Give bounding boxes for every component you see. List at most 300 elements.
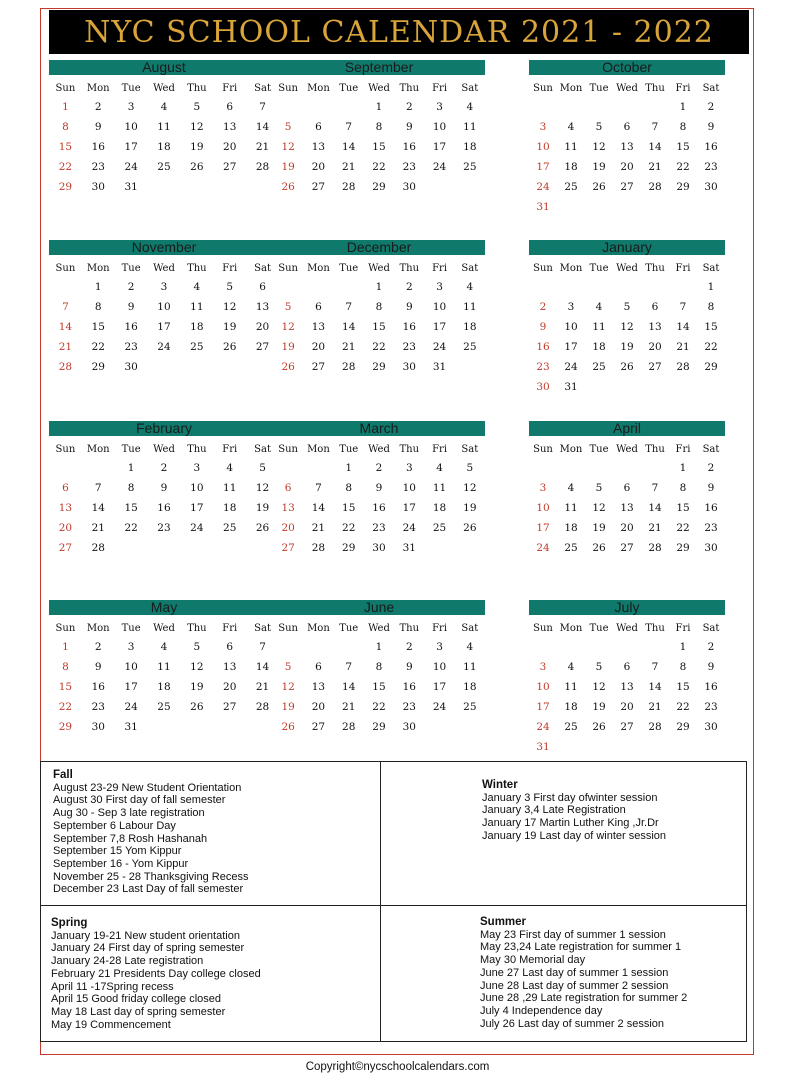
day-cell: 4 <box>466 101 474 113</box>
weekday-label: Tue <box>339 83 359 94</box>
empty-cell <box>303 277 333 297</box>
day-cell: 3 <box>160 281 168 293</box>
day-cell: 15 <box>58 681 73 693</box>
day-cell: 13 <box>620 502 634 514</box>
weekday-label: Thu <box>187 623 207 634</box>
day-cell: 22 <box>342 522 356 534</box>
day-cell: 7 <box>62 301 69 313</box>
day-cell: 16 <box>402 681 416 693</box>
day-cell: 6 <box>284 482 292 494</box>
month-days-grid <box>529 620 725 757</box>
day-cell: 28 <box>648 181 662 193</box>
note-line: June 27 Last day of summer 1 session <box>480 966 669 979</box>
day-cell: 18 <box>157 681 171 693</box>
day-cell: 20 <box>648 341 662 353</box>
note-line: September 7,8 Rosh Hashanah <box>53 832 208 845</box>
day-cell: 11 <box>157 121 171 133</box>
day-cell: 13 <box>620 681 634 693</box>
day-cell: 14 <box>91 502 105 514</box>
note-line: September 15 Yom Kippur <box>53 845 182 858</box>
month-november <box>49 240 279 377</box>
day-cell: 22 <box>124 522 138 534</box>
day-cell: 9 <box>707 661 715 673</box>
weekday-label: Sun <box>533 444 553 455</box>
day-cell: 8 <box>94 301 102 313</box>
day-cell: 10 <box>432 121 447 133</box>
day-cell: 6 <box>651 301 659 313</box>
month-header: February <box>49 421 279 436</box>
day-cell: 16 <box>704 502 718 514</box>
day-cell: 2 <box>405 641 413 653</box>
day-cell: 17 <box>536 522 550 534</box>
day-cell: 1 <box>679 101 687 113</box>
day-cell: 7 <box>651 661 659 673</box>
day-cell: 7 <box>651 482 659 494</box>
weekday-label: Tue <box>339 444 359 455</box>
month-days-grid <box>529 441 725 558</box>
day-cell: 13 <box>648 321 662 333</box>
day-cell: 14 <box>648 502 662 514</box>
day-cell: 7 <box>345 301 353 313</box>
month-days-grid <box>273 620 485 737</box>
day-cell: 27 <box>255 341 270 353</box>
day-cell: 18 <box>592 341 606 353</box>
day-cell: 9 <box>94 661 102 673</box>
day-cell: 5 <box>193 101 201 113</box>
weekday-label: Sun <box>55 83 76 94</box>
weekday-label: Fri <box>432 444 448 455</box>
day-cell: 16 <box>124 321 138 333</box>
day-cell: 6 <box>259 281 266 293</box>
day-cell: 26 <box>255 522 270 534</box>
day-cell: 2 <box>405 101 413 113</box>
day-cell: 12 <box>190 121 204 133</box>
fall-heading: Fall <box>53 769 73 781</box>
month-june <box>273 600 485 737</box>
day-cell: 16 <box>704 141 718 153</box>
note-line: January 3,4 Late Registration <box>482 804 626 817</box>
day-cell: 11 <box>190 301 204 313</box>
day-cell: 29 <box>704 361 718 373</box>
weekday-label: Thu <box>645 623 665 634</box>
day-cell: 2 <box>94 641 102 653</box>
day-cell: 29 <box>372 361 386 373</box>
day-cell: 3 <box>567 301 575 313</box>
day-cell: 14 <box>342 681 356 693</box>
month-days-grid <box>49 260 279 377</box>
day-cell: 10 <box>124 121 138 133</box>
day-cell: 11 <box>223 482 237 494</box>
day-cell: 18 <box>463 321 477 333</box>
day-cell: 15 <box>676 141 690 153</box>
day-cell: 19 <box>190 681 204 693</box>
day-cell: 23 <box>704 522 718 534</box>
empty-cell <box>49 458 82 478</box>
month-days-grid <box>273 441 485 558</box>
day-cell: 24 <box>432 161 447 173</box>
day-cell: 26 <box>281 181 295 193</box>
day-cell: 15 <box>58 141 73 153</box>
day-cell: 4 <box>436 462 443 474</box>
day-cell: 30 <box>91 721 105 733</box>
day-cell: 18 <box>190 321 204 333</box>
day-cell: 11 <box>564 141 578 153</box>
month-header: March <box>273 421 485 436</box>
day-cell: 27 <box>311 721 326 733</box>
day-cell: 7 <box>345 121 353 133</box>
empty-cell <box>557 277 585 297</box>
weekday-label: Sat <box>254 83 271 94</box>
notes-panel <box>40 761 747 1042</box>
day-cell: 7 <box>345 661 353 673</box>
weekday-label: Thu <box>187 83 207 94</box>
day-cell: 24 <box>124 701 138 713</box>
day-cell: 12 <box>281 141 295 153</box>
day-cell: 26 <box>592 721 606 733</box>
empty-cell <box>641 637 669 657</box>
weekday-label: Thu <box>645 444 665 455</box>
empty-cell <box>641 277 669 297</box>
day-cell: 20 <box>311 341 326 353</box>
month-january <box>529 240 725 397</box>
page-title: NYC SCHOOL CALENDAR 2021 - 2022 <box>49 10 749 54</box>
day-cell: 17 <box>157 321 171 333</box>
note-line: May 23,24 Late registration for summer 1 <box>480 941 682 954</box>
empty-cell <box>641 97 669 117</box>
day-cell: 11 <box>463 661 477 673</box>
spring-heading: Spring <box>51 917 88 929</box>
day-cell: 25 <box>564 721 578 733</box>
weekday-label: Wed <box>153 444 175 455</box>
empty-cell <box>557 97 585 117</box>
weekday-label: Thu <box>399 83 420 94</box>
day-cell: 21 <box>311 522 326 534</box>
weekday-label: Sat <box>254 623 271 634</box>
weekday-label: Mon <box>86 444 110 455</box>
day-cell: 9 <box>405 301 413 313</box>
day-cell: 21 <box>648 161 662 173</box>
day-cell: 20 <box>255 321 270 333</box>
day-cell: 29 <box>58 721 73 733</box>
weekday-label: Mon <box>307 83 330 94</box>
day-cell: 28 <box>255 161 270 173</box>
weekday-label: Tue <box>589 623 609 634</box>
day-cell: 28 <box>342 181 356 193</box>
weekday-label: Mon <box>307 444 330 455</box>
day-cell: 22 <box>58 161 73 173</box>
day-cell: 20 <box>58 522 73 534</box>
empty-cell <box>557 458 585 478</box>
day-cell: 15 <box>124 502 138 514</box>
day-cell: 30 <box>402 181 416 193</box>
weekday-label: Sat <box>702 623 720 634</box>
day-cell: 7 <box>679 301 687 313</box>
day-cell: 17 <box>432 141 447 153</box>
weekday-label: Mon <box>86 263 110 274</box>
day-cell: 21 <box>648 522 662 534</box>
weekday-label: Sun <box>55 444 76 455</box>
weekday-label: Sun <box>55 623 76 634</box>
empty-cell <box>585 97 613 117</box>
day-cell: 3 <box>405 462 413 474</box>
day-cell: 8 <box>345 482 353 494</box>
day-cell: 25 <box>592 361 606 373</box>
note-line: August 30 First day of fall semester <box>53 794 226 807</box>
day-cell: 1 <box>375 641 383 653</box>
day-cell: 12 <box>592 502 606 514</box>
day-cell: 27 <box>648 361 662 373</box>
day-cell: 12 <box>592 681 606 693</box>
day-cell: 11 <box>564 502 578 514</box>
day-cell: 8 <box>679 661 687 673</box>
empty-cell <box>669 277 697 297</box>
day-cell: 23 <box>402 161 416 173</box>
month-september <box>273 60 485 197</box>
day-cell: 30 <box>536 381 550 393</box>
day-cell: 27 <box>223 701 237 713</box>
day-cell: 10 <box>536 141 550 153</box>
day-cell: 28 <box>311 542 326 554</box>
day-cell: 4 <box>193 281 201 293</box>
weekday-label: Wed <box>616 444 638 455</box>
empty-cell <box>585 458 613 478</box>
weekday-label: Tue <box>121 83 141 94</box>
day-cell: 9 <box>405 661 413 673</box>
day-cell: 2 <box>405 281 413 293</box>
weekday-label: Fri <box>222 444 238 455</box>
day-cell: 21 <box>342 161 356 173</box>
day-cell: 6 <box>623 482 631 494</box>
day-cell: 14 <box>255 121 270 133</box>
note-line: January 19 Last day of winter session <box>482 829 667 842</box>
day-cell: 11 <box>432 482 447 494</box>
note-line: November 25 - 28 Thanksgiving Recess <box>53 870 249 883</box>
weekday-label: Fri <box>222 83 238 94</box>
day-cell: 2 <box>94 101 102 113</box>
day-cell: 7 <box>315 482 322 494</box>
day-cell: 12 <box>620 321 634 333</box>
note-line: May 30 Memorial day <box>480 954 586 967</box>
weekday-label: Thu <box>187 263 207 274</box>
empty-cell <box>641 458 669 478</box>
day-cell: 6 <box>62 482 69 494</box>
day-cell: 3 <box>436 281 443 293</box>
day-cell: 26 <box>592 181 606 193</box>
weekday-label: Wed <box>153 263 175 274</box>
weekday-label: Wed <box>616 263 638 274</box>
weekday-label: Tue <box>121 623 141 634</box>
weekday-label: Wed <box>368 83 390 94</box>
day-cell: 26 <box>190 161 204 173</box>
summer-notes <box>480 916 687 1030</box>
day-cell: 1 <box>62 641 69 653</box>
day-cell: 7 <box>259 641 266 653</box>
empty-cell <box>303 458 333 478</box>
day-cell: 30 <box>372 542 386 554</box>
day-cell: 23 <box>704 161 718 173</box>
day-cell: 5 <box>623 301 631 313</box>
day-cell: 24 <box>536 542 550 554</box>
day-cell: 12 <box>281 681 295 693</box>
day-cell: 14 <box>676 321 690 333</box>
weekday-label: Fri <box>675 83 691 94</box>
day-cell: 28 <box>648 721 662 733</box>
day-cell: 25 <box>432 522 447 534</box>
weekday-label: Fri <box>432 83 448 94</box>
day-cell: 8 <box>62 121 69 133</box>
winter-heading: Winter <box>482 779 518 791</box>
day-cell: 23 <box>91 701 105 713</box>
day-cell: 13 <box>223 661 237 673</box>
day-cell: 1 <box>679 641 687 653</box>
empty-cell <box>273 277 303 297</box>
day-cell: 10 <box>190 482 204 494</box>
month-days-grid <box>49 80 279 197</box>
empty-cell <box>613 97 641 117</box>
day-cell: 22 <box>91 341 105 353</box>
day-cell: 2 <box>707 462 715 474</box>
day-cell: 8 <box>679 121 687 133</box>
month-days-grid <box>529 80 725 217</box>
day-cell: 22 <box>372 341 386 353</box>
day-cell: 21 <box>58 341 73 353</box>
weekday-label: Tue <box>121 263 141 274</box>
note-line: January 24 First day of spring semester <box>51 942 245 955</box>
day-cell: 17 <box>124 681 138 693</box>
day-cell: 19 <box>190 141 204 153</box>
day-cell: 23 <box>536 361 550 373</box>
month-august <box>49 60 279 197</box>
day-cell: 24 <box>536 721 550 733</box>
day-cell: 9 <box>539 321 547 333</box>
day-cell: 27 <box>620 181 634 193</box>
weekday-label: Sat <box>702 444 720 455</box>
day-cell: 28 <box>58 361 73 373</box>
empty-cell <box>613 458 641 478</box>
day-cell: 8 <box>707 301 715 313</box>
day-cell: 22 <box>58 701 73 713</box>
day-cell: 6 <box>226 641 234 653</box>
day-cell: 27 <box>311 361 326 373</box>
spring-notes <box>51 917 261 1031</box>
day-cell: 28 <box>91 542 105 554</box>
weekday-label: Mon <box>559 623 583 634</box>
day-cell: 15 <box>676 502 690 514</box>
day-cell: 3 <box>436 101 443 113</box>
day-cell: 13 <box>223 121 237 133</box>
day-cell: 2 <box>707 101 715 113</box>
day-cell: 3 <box>436 641 443 653</box>
month-may <box>49 600 279 737</box>
empty-cell <box>82 458 115 478</box>
day-cell: 24 <box>564 361 578 373</box>
day-cell: 19 <box>592 522 606 534</box>
day-cell: 23 <box>91 161 105 173</box>
empty-cell <box>613 637 641 657</box>
day-cell: 6 <box>623 121 631 133</box>
note-line: January 17 Martin Luther King ,Jr.Dr <box>482 817 659 830</box>
day-cell: 31 <box>124 721 138 733</box>
day-cell: 17 <box>432 321 447 333</box>
day-cell: 18 <box>432 502 447 514</box>
day-cell: 5 <box>595 121 603 133</box>
day-cell: 5 <box>284 121 292 133</box>
day-cell: 29 <box>58 181 73 193</box>
month-december <box>273 240 485 377</box>
day-cell: 12 <box>255 482 270 494</box>
day-cell: 16 <box>372 502 386 514</box>
note-line: September 16 - Yom Kippur <box>53 857 189 870</box>
day-cell: 7 <box>259 101 266 113</box>
day-cell: 29 <box>676 721 690 733</box>
month-header: January <box>529 240 725 255</box>
day-cell: 12 <box>463 482 477 494</box>
day-cell: 5 <box>259 462 266 474</box>
day-cell: 28 <box>255 701 270 713</box>
day-cell: 3 <box>539 121 547 133</box>
day-cell: 2 <box>160 462 168 474</box>
note-line: July 26 Last day of summer 2 session <box>480 1017 665 1030</box>
day-cell: 13 <box>311 321 326 333</box>
day-cell: 10 <box>536 502 550 514</box>
winter-notes <box>482 779 666 843</box>
day-cell: 1 <box>127 462 135 474</box>
day-cell: 29 <box>91 361 105 373</box>
day-cell: 19 <box>255 502 270 514</box>
empty-cell <box>334 277 364 297</box>
day-cell: 28 <box>342 721 356 733</box>
day-cell: 7 <box>94 482 102 494</box>
weekday-label: Sat <box>461 83 479 94</box>
day-cell: 13 <box>311 681 326 693</box>
day-cell: 26 <box>190 701 204 713</box>
day-cell: 27 <box>311 181 326 193</box>
day-cell: 17 <box>536 161 550 173</box>
day-cell: 4 <box>567 482 575 494</box>
day-cell: 30 <box>402 361 416 373</box>
day-cell: 29 <box>372 721 386 733</box>
day-cell: 31 <box>402 542 416 554</box>
day-cell: 25 <box>463 161 477 173</box>
month-header: November <box>49 240 279 255</box>
note-line: January 19-21 New student orientation <box>51 929 240 942</box>
month-days-grid <box>49 620 279 737</box>
day-cell: 27 <box>620 721 634 733</box>
note-line: June 28 Last day of summer 2 session <box>480 979 669 992</box>
day-cell: 4 <box>595 301 603 313</box>
day-cell: 2 <box>707 641 715 653</box>
day-cell: 27 <box>223 161 237 173</box>
day-cell: 6 <box>315 661 322 673</box>
copyright-text: Copyright©nycschoolcalendars.com <box>305 1061 490 1073</box>
day-cell: 11 <box>157 661 171 673</box>
day-cell: 23 <box>402 341 416 353</box>
day-cell: 20 <box>281 522 295 534</box>
weekday-label: Tue <box>589 444 609 455</box>
weekday-label: Sat <box>461 623 479 634</box>
notes-divider-horizontal <box>41 905 746 906</box>
day-cell: 5 <box>595 482 603 494</box>
day-cell: 13 <box>281 502 295 514</box>
empty-cell <box>49 277 82 297</box>
day-cell: 21 <box>648 701 662 713</box>
day-cell: 3 <box>127 101 135 113</box>
weekday-label: Mon <box>307 623 330 634</box>
weekday-label: Thu <box>187 444 207 455</box>
day-cell: 1 <box>345 462 353 474</box>
day-cell: 4 <box>160 101 168 113</box>
day-cell: 28 <box>676 361 690 373</box>
